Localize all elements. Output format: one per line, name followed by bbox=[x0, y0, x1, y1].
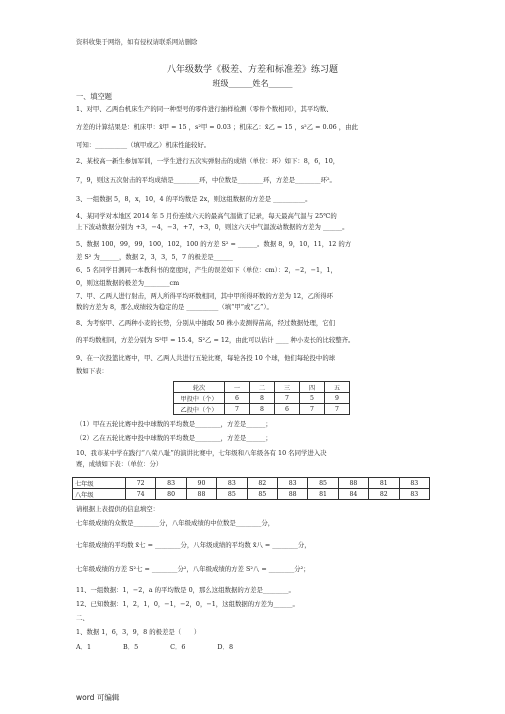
table-cell: 七年级 bbox=[73, 478, 126, 489]
text-line: 4、某同学对本地区 2014 年 5 月份连续六天的最高气温做了记录，每天最高气温与 25℃的 bbox=[76, 212, 337, 220]
text-line: 8、为考察甲、乙两种小麦的长势，分别从中抽取 50 株小麦测得苗高，经过数据处理，它们 bbox=[76, 319, 336, 327]
section-heading: 一、填空题 bbox=[76, 92, 112, 101]
table-cell: 85 bbox=[247, 489, 277, 500]
table-cell: 83 bbox=[217, 478, 247, 489]
text-line: 差 S² 为______，数据 2，3，3，5，7 的极差是______ bbox=[76, 253, 233, 261]
table-cell: 甲投中（个） bbox=[174, 393, 225, 404]
text-line: 数如下表： bbox=[76, 367, 108, 375]
table-cell: 74 bbox=[126, 489, 156, 500]
text-line: 9、在一次投篮比赛中，甲、乙两人共进行五轮比赛，每轮各投 10 个球，他们每轮投中的球 bbox=[76, 354, 336, 362]
table-cell: 83 bbox=[399, 489, 429, 500]
table-row bbox=[73, 489, 430, 500]
table-cell: 83 bbox=[277, 478, 307, 489]
table-cell: 83 bbox=[156, 478, 186, 489]
table-cell: 80 bbox=[156, 489, 186, 500]
table-cell: 8 bbox=[250, 393, 275, 404]
scores-table bbox=[72, 477, 430, 500]
text-line: A．1 B．5 C．6 D．8 bbox=[76, 643, 234, 651]
text-line: 0，则这组数据的极差为________cm bbox=[76, 279, 180, 287]
table-cell: 6 bbox=[275, 404, 300, 415]
text-line: 10、我市某中学在践行“八荣八耻”的演讲比赛中，七年级和八年级各有 10 名同学进入决 bbox=[76, 449, 327, 457]
table-cell: 88 bbox=[277, 489, 307, 500]
text-line: 方差的计算结果是：机床甲：x̄甲 = 15 ，s²甲 = 0.03 ；机床乙：x̄乙 = 15 ，s²乙 = 0.06 ，由此 bbox=[76, 123, 358, 131]
text-line: 6、5 名同学目测同一本教科书的宽度时，产生的误差如下（单位：cm）：2，−2，−1，1， bbox=[76, 266, 337, 274]
text-line: 3、一组数据 5，8，x，10，4 的平均数是 2x，则这组数据的方差是 __________。 bbox=[76, 195, 312, 203]
text-line: 的平均数相同，方差分别为 S²甲 = 15.4，S²乙 = 12，由此可以估计 ____ 种小麦长的比较整齐。 bbox=[76, 336, 355, 344]
shooting-table bbox=[173, 381, 350, 415]
table-cell: 7 bbox=[275, 393, 300, 404]
table-cell: 85 bbox=[217, 489, 247, 500]
text-line: 七年级成绩的平均数 x̄七 = ________分，八年级成绩的平均数 x̄八 = ________分， bbox=[76, 541, 311, 549]
table-cell: 7 bbox=[325, 404, 350, 415]
table-cell: 轮次 bbox=[174, 382, 225, 393]
text-line: 七年级成绩的方差 S²七 = ________分²，八年级成绩的方差 S²八 = ________分²； bbox=[76, 565, 310, 573]
text-line: 上下波动数据分别为 +3，−4，−3，+7，+3，0，则这六天中气温波动数据的方差为 ______。 bbox=[76, 223, 349, 231]
table-cell: 8 bbox=[250, 404, 275, 415]
table-row bbox=[174, 404, 350, 415]
class-name-line: 班级______姓名______ bbox=[212, 79, 293, 88]
table-cell: 6 bbox=[225, 393, 250, 404]
table-cell: 82 bbox=[369, 489, 399, 500]
text-line: （2）乙在五轮比赛中投中球数的平均数是________，方差是______； bbox=[76, 434, 272, 442]
page-title: 八年级数学《极差、方差和标准差》练习题 bbox=[166, 65, 338, 75]
table-cell: 二 bbox=[250, 382, 275, 393]
table-cell: 一 bbox=[225, 382, 250, 393]
table-cell: 83 bbox=[399, 478, 429, 489]
table-header-row bbox=[174, 382, 350, 393]
text-line: 七年级成绩的众数是________分，八年级成绩的中位数是________分， bbox=[76, 519, 275, 527]
table-cell: 乙投中（个） bbox=[174, 404, 225, 415]
text-line: 1、数据 1，6，3，9，8 的极差是（ ） bbox=[76, 628, 201, 636]
table-cell: 八年级 bbox=[73, 489, 126, 500]
table-cell: 82 bbox=[247, 478, 277, 489]
table-cell: 88 bbox=[338, 478, 368, 489]
text-line: 请根据上表提供的信息填空： bbox=[76, 505, 160, 513]
text-line: 11、一组数据：1，−2，a 的平均数是 0，那么这组数据的方差是________。 bbox=[76, 586, 295, 594]
table-cell: 5 bbox=[300, 393, 325, 404]
text-line: 1、对甲、乙两台机床生产的同一种型号的零件进行抽样检测（零件个数相同），其平均数、 bbox=[76, 105, 333, 113]
table-cell: 81 bbox=[369, 478, 399, 489]
table-cell: 四 bbox=[300, 382, 325, 393]
text-line: 2、某校高一新生参加军训，一学生进行五次实弹射击的成绩（单位：环）如下：8，6，10， bbox=[76, 157, 340, 165]
table-row bbox=[73, 478, 430, 489]
text-line: 7、甲、乙两人进行射击，两人所得平均环数相同，其中甲所得环数的方差为 12，乙所得环 bbox=[76, 292, 334, 300]
table-cell: 81 bbox=[308, 489, 338, 500]
footer-note: word 可编辑 bbox=[76, 693, 120, 702]
text-line: 5、数据 100，99，99，100，102，100 的方差 S² = ______。数据 8，9，10，11，12 的方 bbox=[76, 240, 352, 248]
table-cell: 7 bbox=[225, 404, 250, 415]
table-cell: 90 bbox=[186, 478, 216, 489]
table-cell: 三 bbox=[275, 382, 300, 393]
table-cell: 88 bbox=[186, 489, 216, 500]
text-line: 二、 bbox=[76, 614, 89, 622]
table-cell: 85 bbox=[308, 478, 338, 489]
table-cell: 72 bbox=[126, 478, 156, 489]
table-cell: 84 bbox=[338, 489, 368, 500]
text-line: 可知：__________（填甲或乙）机床性能较好。 bbox=[76, 141, 211, 149]
text-line: 7，9，则这五次射击的平均成绩是________环，中位数是________环，方差是________环²。 bbox=[76, 176, 336, 184]
table-row bbox=[174, 393, 350, 404]
header-note: 资料收集于网络，如有侵权请联系网站删除 bbox=[76, 38, 198, 46]
text-line: （1）甲在五轮比赛中投中球数的平均数是________，方差是______； bbox=[76, 420, 272, 428]
table-cell: 7 bbox=[300, 404, 325, 415]
text-line: 赛，成绩如下表：（单位：分） bbox=[76, 460, 163, 468]
text-line: 12、已知数据：1，2，1，0，−1，−2，0，−1，这组数据的方差为______。 bbox=[76, 600, 299, 608]
table-cell: 9 bbox=[325, 393, 350, 404]
text-line: 数的方差为 8，那么成绩较为稳定的是 __________（填“甲”或“乙”）。 bbox=[76, 303, 273, 311]
table-cell: 五 bbox=[325, 382, 350, 393]
